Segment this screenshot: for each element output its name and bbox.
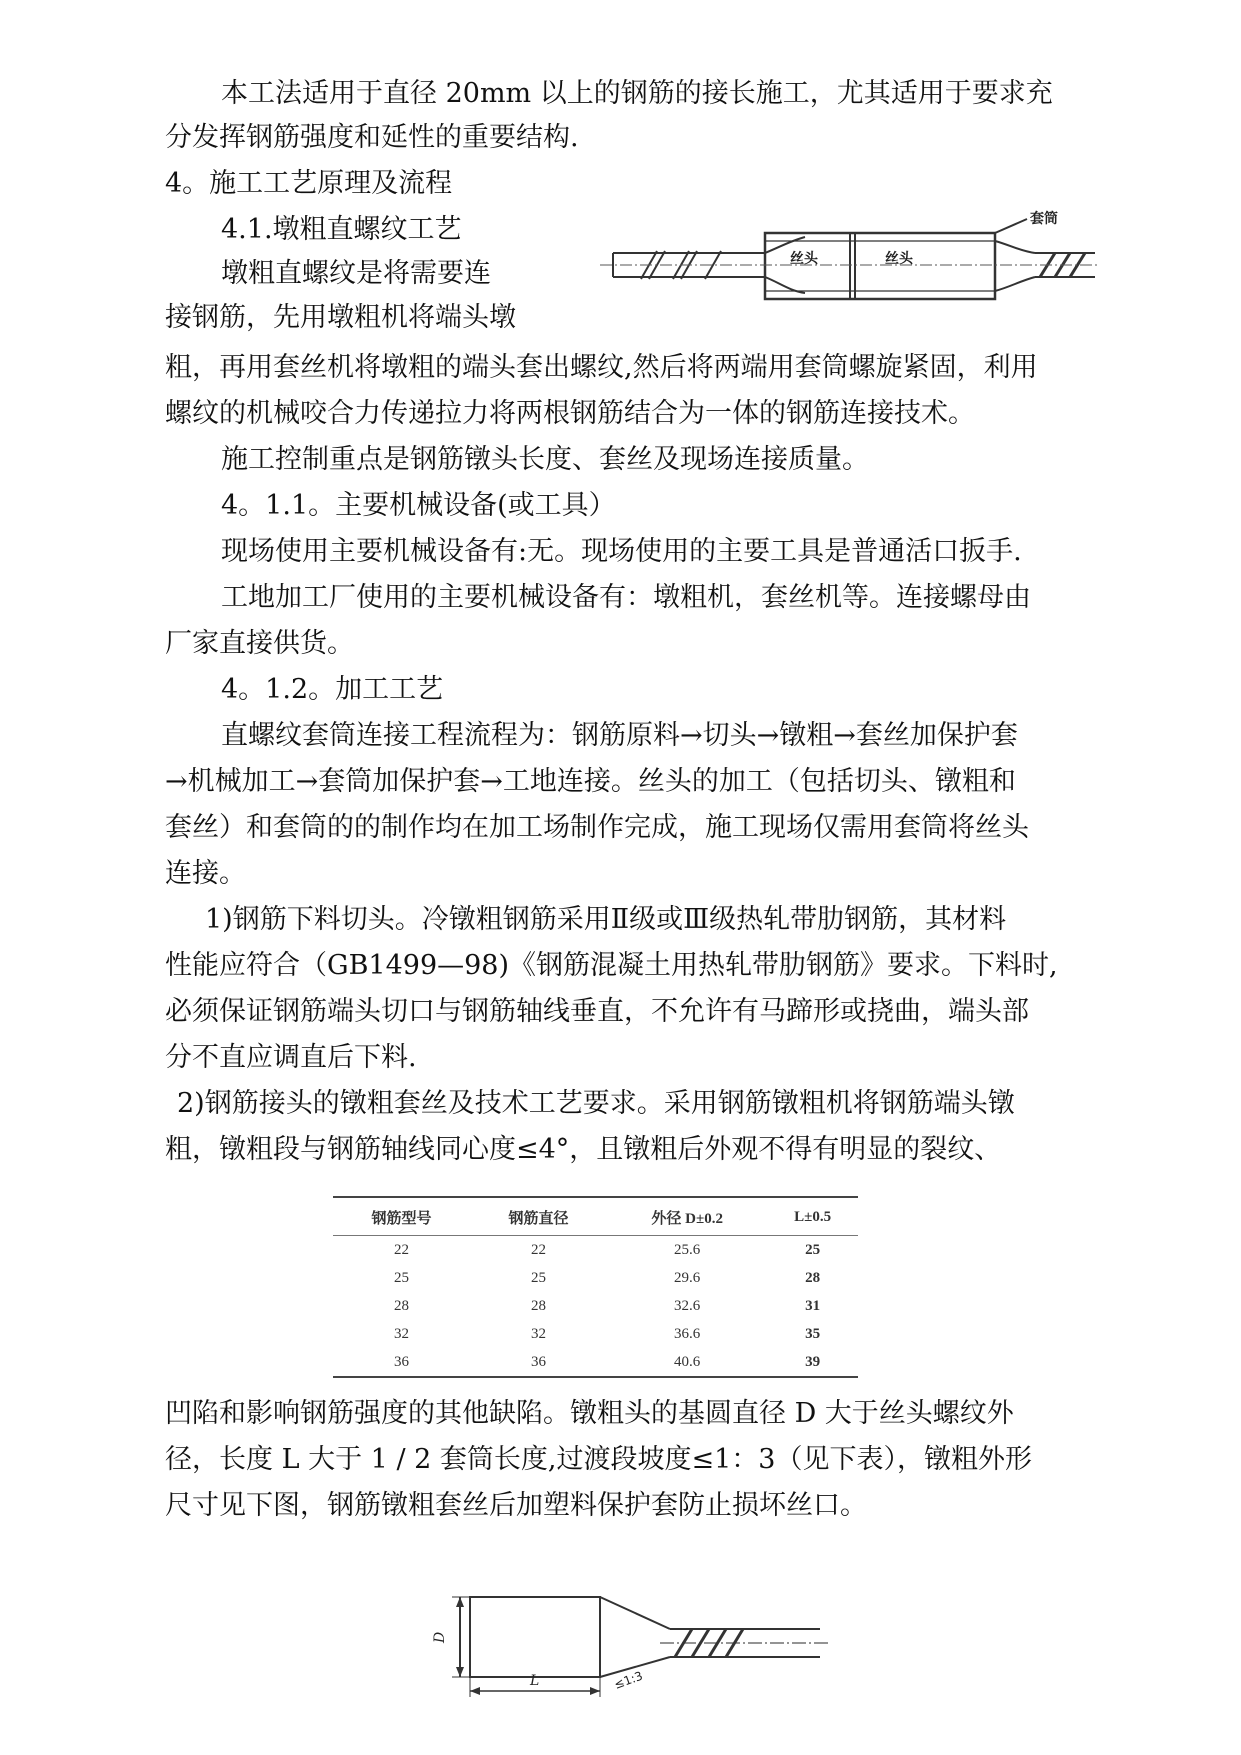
paragraph-line: 性能应符合（GB1499—98)《钢筋混凝土用热轧带肋钢筋》要求。下料时, bbox=[165, 950, 1058, 981]
paragraph-line: 施工控制重点是钢筋镦头长度、套丝及现场连接质量。 bbox=[221, 444, 869, 475]
paragraph-line: 接钢筋，先用墩粗机将端头墩 bbox=[165, 302, 516, 333]
paragraph-line: 凹陷和影响钢筋强度的其他缺陷。镦粗头的基圆直径 D 大于丝头螺纹外 bbox=[165, 1398, 1014, 1429]
paragraph-line: 连接。 bbox=[165, 858, 246, 889]
paragraph-line: 分不直应调直后下料. bbox=[165, 1042, 417, 1073]
table-cell: 35 bbox=[805, 1325, 821, 1342]
table-cell: 25 bbox=[805, 1241, 821, 1258]
table-row bbox=[333, 1236, 858, 1265]
sleeve-connection-figure bbox=[585, 205, 1100, 315]
thread-label-right: 丝头 bbox=[885, 251, 913, 267]
paragraph-line: 粗，镦粗段与钢筋轴线同心度≤4°，且镦粗后外观不得有明显的裂纹、 bbox=[165, 1134, 1002, 1165]
table-cell: 22 bbox=[394, 1241, 409, 1258]
subsection-heading: 4.1.墩粗直螺纹工艺 bbox=[221, 214, 462, 245]
paragraph-line: 尺寸见下图，钢筋镦粗套丝后加塑料保护套防止损坏丝口。 bbox=[165, 1490, 867, 1521]
paragraph-line: 必须保证钢筋端头切口与钢筋轴线垂直，不允许有马蹄形或挠曲，端头部 bbox=[165, 996, 1029, 1027]
table-row bbox=[333, 1320, 858, 1348]
table-cell: 32.6 bbox=[674, 1297, 701, 1314]
table-header: 外径 D±0.2 bbox=[651, 1211, 723, 1227]
table-cell: 40.6 bbox=[674, 1353, 701, 1370]
sleeve-label: 套筒 bbox=[1030, 211, 1058, 227]
table-cell: 25 bbox=[531, 1269, 547, 1286]
paragraph-line: 套丝）和套筒的的制作均在加工场制作完成，施工现场仅需用套筒将丝头 bbox=[165, 812, 1029, 843]
table-row bbox=[333, 1292, 858, 1320]
paragraph-line: 1)钢筋下料切头。冷镦粗钢筋采用Ⅱ级或Ⅲ级热轧带肋钢筋，其材料 bbox=[205, 904, 1007, 935]
paragraph-line: 直螺纹套筒连接工程流程为：钢筋原料→切头→镦粗→套丝加保护套 bbox=[221, 720, 1018, 751]
table-cell: 32 bbox=[531, 1325, 547, 1342]
dimension-label-l: L bbox=[530, 1673, 540, 1689]
table-cell: 28 bbox=[531, 1297, 547, 1314]
table-header-row bbox=[333, 1197, 858, 1236]
table-cell: 36 bbox=[394, 1353, 409, 1370]
dimension-label-d: D bbox=[432, 1631, 448, 1643]
table-cell: 32 bbox=[394, 1325, 409, 1342]
table-cell: 28 bbox=[394, 1297, 409, 1314]
table-cell: 36.6 bbox=[674, 1325, 701, 1342]
table-cell: 28 bbox=[805, 1269, 821, 1286]
subsection-heading: 4。1.2。加工工艺 bbox=[221, 674, 444, 705]
paragraph-line: 现场使用主要机械设备有:无。现场使用的主要工具是普通活口扳手. bbox=[221, 536, 1022, 567]
paragraph-line: 螺纹的机械咬合力传递拉力将两根钢筋结合为一体的钢筋连接技术。 bbox=[165, 398, 975, 429]
table-cell: 31 bbox=[805, 1297, 821, 1314]
paragraph-line: 墩粗直螺纹是将需要连 bbox=[221, 258, 491, 289]
table-cell: 39 bbox=[805, 1353, 821, 1370]
slope-label: ≤1:3 bbox=[612, 1668, 645, 1692]
table-header: L±0.5 bbox=[794, 1209, 832, 1225]
paragraph-line: 本工法适用于直径 20mm 以上的钢筋的接长施工，尤其适用于要求充 bbox=[221, 78, 1053, 109]
paragraph-line: →机械加工→套筒加保护套→工地连接。丝头的加工（包括切头、镦粗和 bbox=[165, 766, 1016, 797]
table-cell: 36 bbox=[531, 1353, 547, 1370]
paragraph-line: 分发挥钢筋强度和延性的重要结构. bbox=[165, 122, 579, 153]
paragraph-line: 2)钢筋接头的镦粗套丝及技术工艺要求。采用钢筋镦粗机将钢筋端头镦 bbox=[177, 1088, 1015, 1119]
upset-dimension-table bbox=[333, 1196, 858, 1378]
thread-label-left: 丝头 bbox=[790, 251, 818, 267]
subsection-heading: 4。1.1。主要机械设备(或工具） bbox=[221, 490, 616, 521]
paragraph-line: 工地加工厂使用的主要机械设备有：墩粗机，套丝机等。连接螺母由 bbox=[221, 582, 1031, 613]
paragraph-line: 粗，再用套丝机将墩粗的端头套出螺纹,然后将两端用套筒螺旋紧固，利用 bbox=[165, 352, 1038, 383]
table-cell: 29.6 bbox=[674, 1269, 701, 1286]
paragraph-line: 径，长度 L 大于 1 / 2 套筒长度,过渡段坡度≤1：3（见下表），镦粗外形 bbox=[165, 1444, 1032, 1475]
table-row bbox=[333, 1348, 858, 1377]
table-header: 钢筋型号 bbox=[371, 1211, 432, 1227]
section-heading: 4。施工工艺原理及流程 bbox=[165, 168, 453, 199]
table-cell: 25 bbox=[394, 1269, 409, 1286]
table-header: 钢筋直径 bbox=[508, 1211, 569, 1227]
paragraph-line: 厂家直接供货。 bbox=[165, 628, 354, 659]
table-row bbox=[333, 1264, 858, 1292]
table-cell: 25.6 bbox=[674, 1241, 701, 1258]
upset-head-figure bbox=[430, 1585, 840, 1705]
table-cell: 22 bbox=[531, 1241, 547, 1258]
